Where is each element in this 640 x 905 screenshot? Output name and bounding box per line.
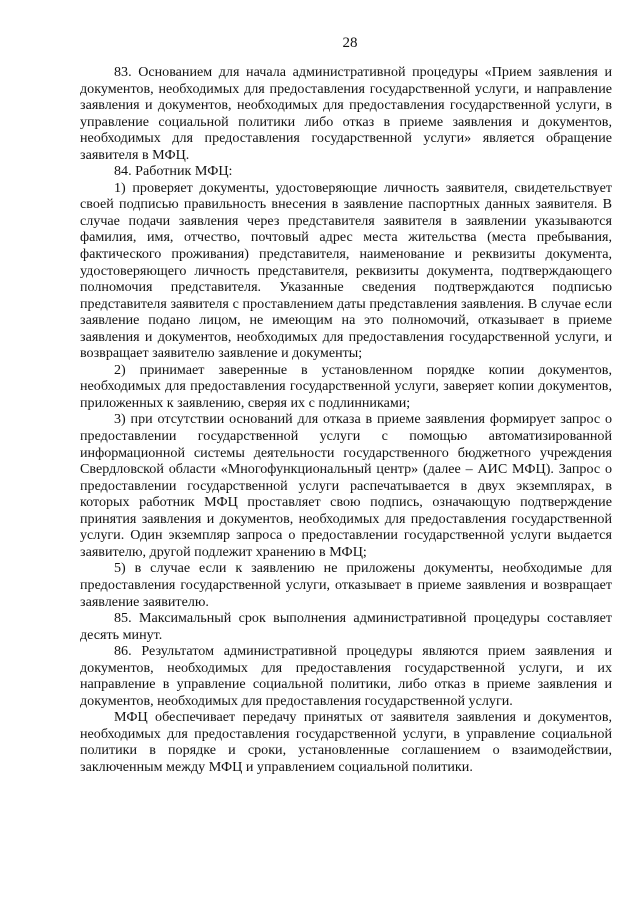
paragraph-86: 86. Результатом административной процедуры являются прием заявления и документов, необходимых для предоставления государственной услуги, и их направление в управление социальной политики, либо отказ в приеме заявления и документов, необходимых для предоставления государственной услуги. [80, 643, 612, 709]
page-number: 28 [342, 35, 358, 51]
paragraph-84-item-5: 5) в случае если к заявлению не приложены документы, необходимые для предоставления государственной услуги, отказывает в приеме заявления и возвращает заявление заявителю. [80, 560, 612, 610]
paragraph-84-item-2: 2) принимает заверенные в установленном порядке копии документов, необходимых для предоставления государственной услуги, заверяет копии документов, приложенных к заявлению, сверяя их с подлинниками; [80, 361, 612, 411]
paragraph-84-item-3: 3) при отсутствии оснований для отказа в приеме заявления формирует запрос о предоставлении государственной услуги с помощью автоматизированной информационной системы деятельности государственного бюджетного учреждения Свердловской области «Многофункциональный центр» (далее – АИС МФЦ). Запрос о предоставлении государственной услуги распечатывается в двух экземплярах, в которых работник МФЦ проставляет свою подпись, означающую подтверждение принятия заявления и документов, необходимых для предоставления государственной услуги. Один экземпляр запроса о предоставлении государственной услуги выдается заявителю, другой подлежит хранению в МФЦ; [80, 411, 612, 560]
paragraph-84: 84. Работник МФЦ: [114, 163, 233, 180]
paragraph-84-item-1: 1) проверяет документы, удостоверяющие личность заявителя, свидетельствует своей подписью правильность внесения в заявление паспортных данных заявителя. В случае подачи заявления через представителя заявителя в заявлении указываются фамилия, имя, отчество, почтовый адрес места жительства (места пребывания, фактического проживания) представителя, наименование и реквизиты документа, удостоверяющего личность представителя, реквизиты документа, подтверждающего полномочия представителя. Указанные сведения подтверждаются подписью представителя заявителя с проставлением даты представления заявления. В случае если заявление подано лицом, не имеющим на это полномочий, отказывает в приеме заявления и документов, необходимых для предоставления государственной услуги, и возвращает заявителю заявление и документы; [80, 179, 612, 362]
paragraph-85: 85. Максимальный срок выполнения административной процедуры составляет десять минут. [80, 610, 612, 643]
paragraph-mfc-transfer: МФЦ обеспечивает передачу принятых от заявителя заявления и документов, необходимых для предоставления государственной услуги, в управление социальной политики в порядке и сроки, установленные соглашением о взаимодействии, заключенным между МФЦ и управлением социальной политики. [80, 709, 612, 775]
paragraph-83: 83. Основанием для начала административной процедуры «Прием заявления и документов, необходимых для предоставления государственной услуги, и направление заявления и документов, необходимых для предоставления государственной услуги, в управление социальной политики либо отказ в приеме заявления и документов, необходимых для предоставления государственной услуги» является обращение заявителя в МФЦ. [80, 64, 612, 163]
